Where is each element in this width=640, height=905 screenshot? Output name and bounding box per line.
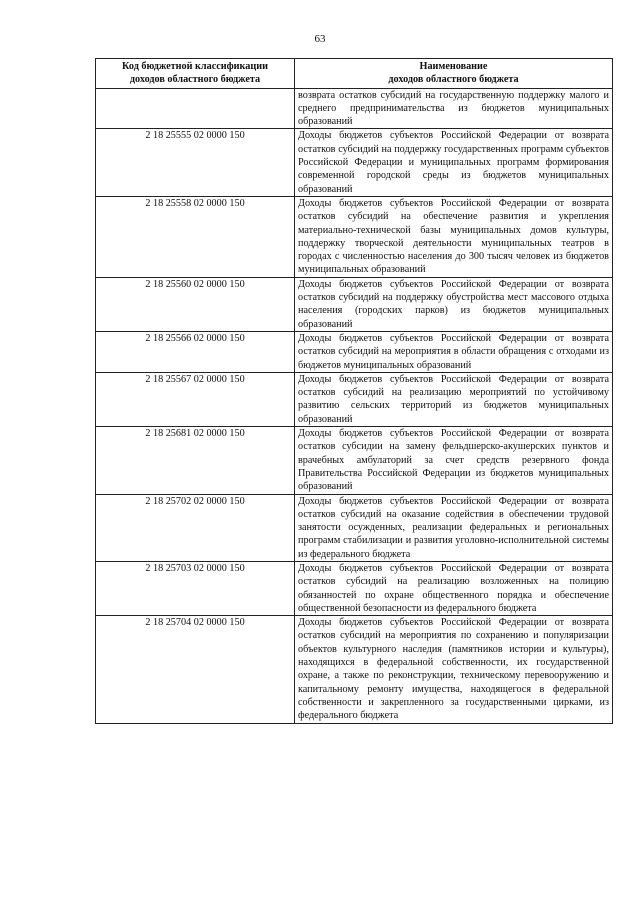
- row-code: 2 18 25566 02 0000 150: [96, 331, 295, 372]
- table-row: [96, 277, 613, 331]
- table-row: [96, 372, 613, 426]
- row-code: 2 18 25704 02 0000 150: [96, 616, 295, 723]
- row-name: Доходы бюджетов субъектов Российской Федерации от возврата остатков субсидий на обеспечение развития и укрепления материально-технической базы муниципальных домов культуры, поддержку творческой деятельности муниципальных театров в городах с численностью населения до 300 тысяч человек из бюджетов муниципальных образований: [295, 196, 613, 277]
- table-row: [96, 196, 613, 277]
- budget-classification-table: [95, 58, 613, 724]
- row-name: возврата остатков субсидий на государственную поддержку малого и среднего предпринимательства из бюджетов муниципальных образований: [295, 88, 613, 129]
- table-row: [96, 427, 613, 494]
- row-code: 2 18 25560 02 0000 150: [96, 277, 295, 331]
- header-name-line-1: Наименование: [419, 61, 488, 72]
- row-name: Доходы бюджетов субъектов Российской Федерации от возврата остатков субсидий на реализацию мероприятий по устойчивому развитию сельских территорий из бюджетов муниципальных образований: [295, 372, 613, 426]
- row-code: 2 18 25567 02 0000 150: [96, 372, 295, 426]
- row-name: Доходы бюджетов субъектов Российской Федерации от возврата остатков субсидий на поддержку государственных программ субъектов Российской Федерации и муниципальных программ формирования современной городской среды из бюджетов муниципальных образований: [295, 129, 613, 196]
- page-number: 63: [314, 33, 326, 45]
- table-row: [96, 88, 613, 129]
- row-code: 2 18 25702 02 0000 150: [96, 494, 295, 561]
- header-code-line-1: Код бюджетной классификации: [122, 61, 268, 72]
- header-code-column: [96, 59, 295, 89]
- row-code: 2 18 25681 02 0000 150: [96, 427, 295, 494]
- row-name: Доходы бюджетов субъектов Российской Федерации от возврата остатков субсидий на мероприятия в области обращения с отходами из бюджетов муниципальных образований: [295, 331, 613, 372]
- row-code: 2 18 25703 02 0000 150: [96, 561, 295, 615]
- header-code-line-2: доходов областного бюджета: [129, 74, 261, 86]
- table-row: [96, 616, 613, 723]
- header-name-column: [295, 59, 613, 89]
- row-code: [96, 88, 295, 129]
- table-row: [96, 331, 613, 372]
- row-code: 2 18 25558 02 0000 150: [96, 196, 295, 277]
- row-name: Доходы бюджетов субъектов Российской Федерации от возврата остатков субсидий на поддержку обустройства мест массового отдыха населения (городских парков) из бюджетов муниципальных образований: [295, 277, 613, 331]
- table-row: [96, 561, 613, 615]
- row-name: Доходы бюджетов субъектов Российской Федерации от возврата остатков субсидий на мероприятия по сохранению и популяризации объектов культурного наследия (памятников истории и культуры), находящихся в федеральной собственности, их государственной охране, а также по реконструкции, техническому перевооружению и капитальному ремонту имущества, находящегося в федеральной собственности и закрепленного за государственными цирками, из федерального бюджета: [295, 616, 613, 723]
- row-name: Доходы бюджетов субъектов Российской Федерации от возврата остатков субсидий на реализацию возложенных на полицию обязанностей по охране общественного порядка и обеспечение общественной безопасности из федерального бюджета: [295, 561, 613, 615]
- row-code: 2 18 25555 02 0000 150: [96, 129, 295, 196]
- table-header-row: [96, 59, 613, 89]
- row-name: Доходы бюджетов субъектов Российской Федерации от возврата остатков субсидии на замену фельдшерско-акушерских пунктов и врачебных амбулаторий за счет средств резервного фонда Правительства Российской Федерации из бюджетов муниципальных образований: [295, 427, 613, 494]
- row-name: Доходы бюджетов субъектов Российской Федерации от возврата остатков субсидий на оказание содействия в обеспечении трудовой занятости осужденных, реализации федеральных и региональных программ стабилизации и развития уголовно-исполнительной системы из федерального бюджета: [295, 494, 613, 561]
- table-row: [96, 129, 613, 196]
- header-name-line-2: доходов областного бюджета: [388, 74, 519, 86]
- table-row: [96, 494, 613, 561]
